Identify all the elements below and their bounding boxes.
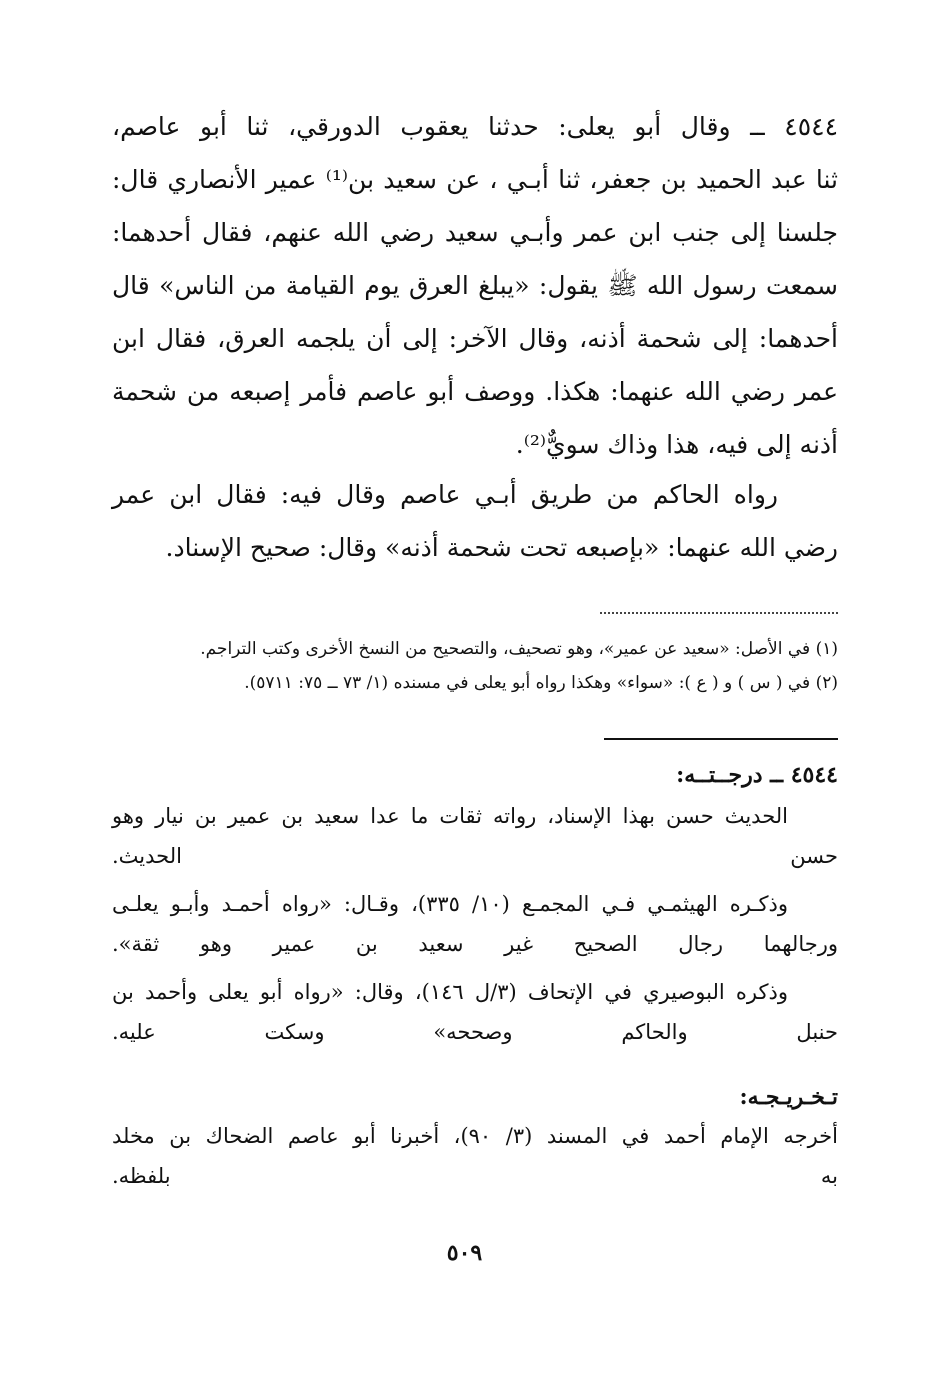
hakim-note-line: رضي الله عنهما: «بإصبعه تحت شحمة أذنه» وقال: صحيح الإسناد. — [165, 533, 838, 562]
page-number: ٥٠٩ — [446, 1240, 483, 1266]
hadith-line: عمر رضي الله عنهما: هكذا. ووصف أبو عاصم فأمر إصبعه من شحمة — [112, 377, 838, 406]
grading-heading: ٤٥٤٤ ــ درجــتــه: — [676, 762, 838, 788]
hakim-note-line: رواه الحاكم من طريق أبـي عاصم وقال فيه: فقال ابن عمر — [112, 480, 778, 509]
hadith-line: أذنه إلى فيه، هذا وذاك سويٌّ⁽²⁾. — [515, 430, 838, 459]
takhrij-line: أخرجه الإمام أحمد في المسند (٣/ ٩٠)، أخبرنا أبو عاصم الضحاك بن مخلد — [112, 1124, 838, 1148]
grading-section — [112, 762, 838, 1052]
hadith-line: ثنا عبد الحميد بن جعفر، ثنا أبـي ، عن سعيد بن⁽¹⁾ عمير الأنصاري قال: — [112, 165, 838, 194]
footnote: (١) في الأصل: «سعيد عن عمير»، وهو تصحيف، والتصحيح من النسخ الأخرى وكتب التراجم. — [200, 639, 838, 659]
footnote-separator — [600, 600, 838, 614]
section-rule — [604, 738, 838, 740]
grading-line: وذكـره الهيثمـي فـي المجمـع (١٠/ ٣٣٥)، وقـال: «رواه أحمـد وأبـو يعلـى — [112, 892, 788, 916]
grading-line: حنبل والحاكم وصححه» وسكت عليه. — [112, 1020, 838, 1044]
grading-line: حسن الحديث. — [112, 844, 838, 868]
grading-line: وذكره البوصيري في الإتحاف (٣/ل ١٤٦)، وقال: «رواه أبو يعلى وأحمد بن — [112, 980, 788, 1004]
hadith-line: ٤٥٤٤ ــ وقال أبو يعلى: حدثنا يعقوب الدورقي، ثنا أبو عاصم، — [112, 112, 838, 141]
takhrij-line: به بلفظه. — [112, 1164, 838, 1188]
hadith-text — [112, 100, 838, 471]
grading-line: الحديث حسن بهذا الإسناد، رواته ثقات ما عدا سعيد بن عمير بن نيار وهو — [112, 804, 788, 828]
hadith-line: جلسنا إلى جنب ابن عمر وأبـي سعيد رضي الله عنهم، فقال أحدهما: — [112, 218, 838, 247]
takhrij-heading: تـخـريـجـه: — [739, 1084, 838, 1110]
grading-line: ورجالهما رجال الصحيح غير سعيد بن عمير وهو ثقة». — [112, 932, 838, 956]
footnote: (٢) في ( س ) و ( ع ): «سواء» وهكذا رواه أبو يعلى في مسنده (١/ ٧٣ ــ ٧٥: ٥٧١١). — [244, 673, 838, 693]
hadith-line: سمعت رسول الله ﷺ يقول: «يبلغ العرق يوم القيامة من الناس» قال — [112, 271, 838, 300]
footnotes — [112, 632, 838, 700]
hadith-line: أحدهما: إلى شحمة أذنه، وقال الآخر: إلى أن يلجمه العرق، فقال ابن — [112, 324, 838, 353]
hakim-note — [112, 468, 838, 574]
takhrij-section — [112, 1084, 838, 1196]
